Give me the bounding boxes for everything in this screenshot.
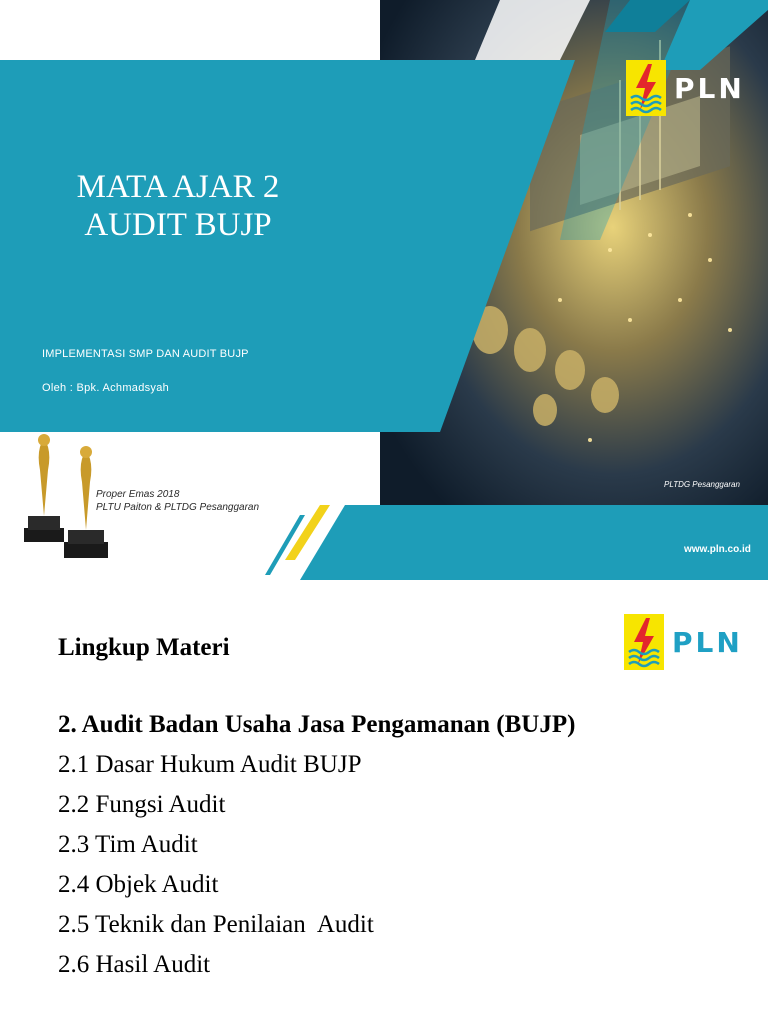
award-caption xyxy=(96,488,266,514)
pln-logo-text: PLN xyxy=(674,71,745,105)
outline-item: 2.3 Tim Audit xyxy=(58,831,198,858)
website-url: www.pln.co.id xyxy=(684,544,751,555)
award-line-2: PLTU Paiton & PLTDG Pesanggaran xyxy=(96,502,260,513)
outline-heading: 2. Audit Badan Usaha Jasa Pengamanan (BUJP) xyxy=(58,711,576,738)
pln-lightning-icon xyxy=(626,60,666,116)
outline-item: 2.4 Objek Audit xyxy=(58,871,219,898)
slide-title-line-2: AUDIT BUJP xyxy=(84,207,272,243)
photo-caption: PLTDG Pesanggaran xyxy=(664,480,740,489)
outline-item: 2.6 Hasil Audit xyxy=(58,951,211,978)
presenter-name: Oleh : Bpk. Achmadsyah xyxy=(42,382,170,394)
pln-logo xyxy=(626,60,745,116)
outline-list xyxy=(58,708,575,988)
slide-subtitle: IMPLEMENTASI SMP DAN AUDIT BUJP xyxy=(42,348,249,360)
pln-lightning-icon xyxy=(624,614,664,670)
slide-title-line-1: MATA AJAR 2 xyxy=(76,169,280,205)
outline-item: 2.2 Fungsi Audit xyxy=(58,791,226,818)
slide-title xyxy=(48,168,308,244)
pln-logo-text: PLN xyxy=(672,625,743,659)
outline-title: Lingkup Materi xyxy=(58,634,230,661)
outline-item: 2.1 Dasar Hukum Audit BUJP xyxy=(58,751,362,778)
outline-slide xyxy=(0,590,768,1024)
outline-item: 2.5 Teknik dan Penilaian Audit xyxy=(58,911,374,938)
award-line-1: Proper Emas 2018 xyxy=(96,489,180,500)
pln-logo xyxy=(624,614,743,670)
